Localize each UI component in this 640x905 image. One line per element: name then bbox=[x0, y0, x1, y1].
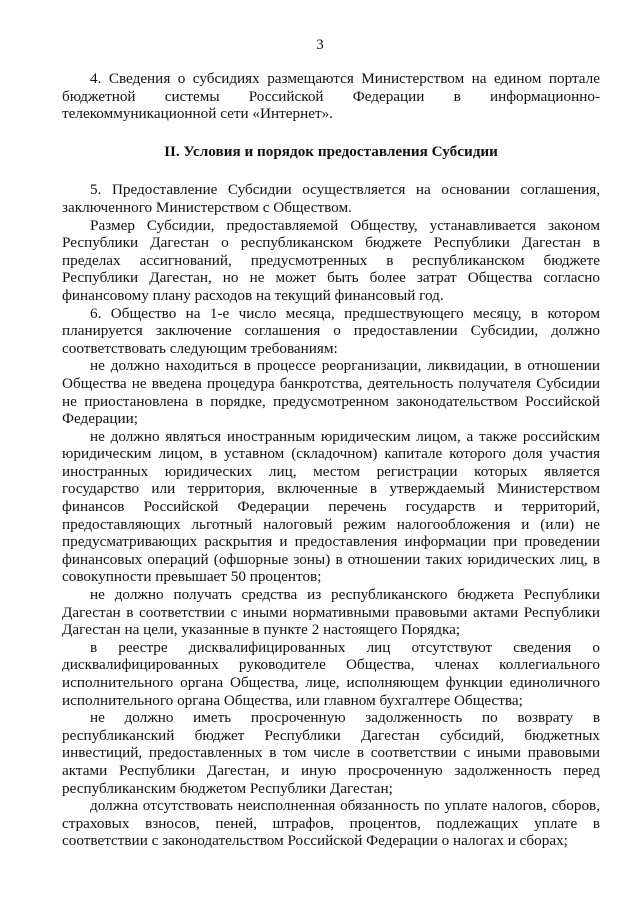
requirement-foreign-entity: не должно являться иностранным юридическим лицом, а также российским юридическим лицом, в уставном (складочном) капитале которого доля участия иностранных юридических лиц, местом регистрации которых является государство или территория, включенные в утверждаемый Министерством финансов Российской Федерации перечень государств и территорий, предоставляющих льготный налоговый режим налогообложения и (или) не предусматривающих раскрытия и предоставления информации при проведении финансовых операций (офшорные зоны) в отношении таких юридических лиц, в совокупности превышает 50 процентов; bbox=[62, 427, 600, 586]
paragraph-5: 5. Предоставление Субсидии осуществляется на основании соглашения, заключенного Министерством с Обществом. bbox=[62, 181, 600, 216]
requirement-no-overdue-debt: не должно иметь просроченную задолженность по возврату в республиканский бюджет Республики Дагестан субсидий, бюджетных инвестиций, предоставленных в том числе в соответствии с иными правовыми актами Республики Дагестан, и иную просроченную задолженность перед республиканским бюджетом Республики Дагестан; bbox=[62, 709, 600, 797]
page-number: 3 bbox=[316, 37, 324, 53]
requirement-no-other-funds: не должно получать средства из республиканского бюджета Республики Дагестан в соответствии с иными нормативными правовыми актами Республики Дагестан на цели, указанные в пункте 2 настоящего Порядка; bbox=[62, 586, 600, 639]
paragraph-4: 4. Сведения о субсидиях размещаются Министерством на едином портале бюджетной системы Российской Федерации в информационно-телекоммуникационной сети «Интернет». bbox=[62, 70, 600, 123]
section-heading: II. Условия и порядок предоставления Субсидии bbox=[164, 142, 498, 160]
paragraph-6: 6. Общество на 1-е число месяца, предшествующего месяцу, в котором планируется заключение соглашения о предоставлении Субсидии, должно соответствовать следующим требованиям: bbox=[62, 304, 600, 357]
paragraph-5-subsidy-amount: Размер Субсидии, предоставляемой Обществу, устанавливается законом Республики Дагестан о республиканском бюджете Республики Дагестан в пределах ассигнований, предусмотренных в республиканском бюджете Республики Дагестан, но не может быть более затрат Общества согласно финансовому плану расходов на текущий финансовый год. bbox=[62, 216, 600, 304]
requirement-disqualified-registry: в реестре дисквалифицированных лиц отсутствуют сведения о дисквалифицированных руководителе Общества, членах коллегиального исполнительного органа Общества, лице, исполняющем функции единоличного исполнительного органа Общества, или главном бухгалтере Общества; bbox=[62, 638, 600, 709]
requirement-no-tax-arrears: должна отсутствовать неисполненная обязанность по уплате налогов, сборов, страховых взносов, пеней, штрафов, процентов, подлежащих уплате в соответствии с законодательством Российской Федерации о налогах и сборах; bbox=[62, 797, 600, 850]
document-body bbox=[62, 70, 600, 850]
requirement-reorganization: не должно находиться в процессе реорганизации, ликвидации, в отношении Общества не введена процедура банкротства, деятельность получателя Субсидии не приостановлена в порядке, предусмотренном законодательством Российской Федерации; bbox=[62, 357, 600, 428]
